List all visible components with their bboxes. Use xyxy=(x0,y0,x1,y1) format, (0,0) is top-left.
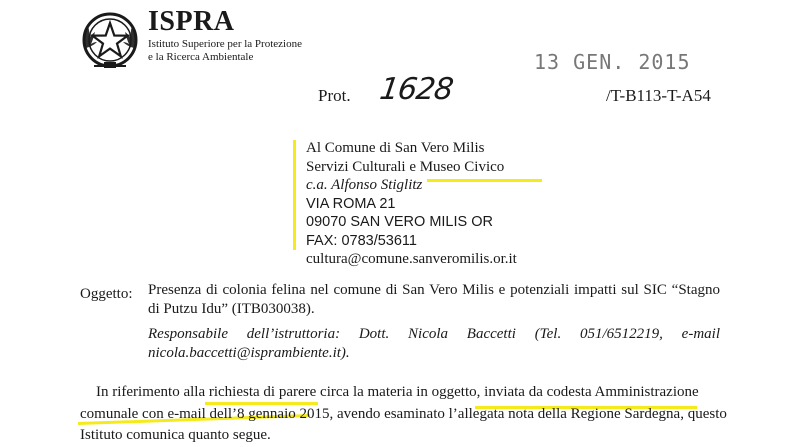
body-paragraph xyxy=(80,382,727,447)
body-line-3: Istituto comunica quanto segue. xyxy=(80,427,271,443)
subject-text: Presenza di colonia felina nel comune di San Vero Milis e potenziali impatti sul SIC “Stagno di Putzu Idu” (ITB030038). xyxy=(148,282,720,317)
recipient-address-block xyxy=(306,139,517,269)
recipient-email: cultura@comune.sanveromilis.or.it xyxy=(306,251,517,267)
body-line-2: comunale con e-mail dell’8 gennaio 2015, avendo esaminato l’allegata nota della Regione Sardegna, questo xyxy=(80,405,727,422)
recipient-city: 09070 SAN VERO MILIS OR xyxy=(306,214,493,230)
recipient-line-2: Servizi Culturali e Museo Civico xyxy=(306,158,505,175)
logo-subtitle-2: e la Ricerca Ambientale xyxy=(148,51,254,63)
republic-emblem-icon xyxy=(80,10,140,72)
body-line-1: In riferimento alla richiesta di parere circa la materia in oggetto, inviata da codesta Amministrazione xyxy=(96,384,699,400)
date-stamp: 13 GEN. 2015 xyxy=(534,50,691,74)
protocol-number-handwritten: 1628 xyxy=(377,72,455,107)
recipient-fax: FAX: 0783/53611 xyxy=(306,232,417,249)
recipient-line-1: Al Comune di San Vero Milis xyxy=(306,140,485,156)
protocol-label: Prot. xyxy=(318,86,351,105)
logo-subtitle-1: Istituto Superiore per la Protezione xyxy=(148,38,302,50)
highlight-vertical-bar xyxy=(293,140,296,250)
responsible-officer-text: Responsabile dell’istruttoria: Dott. Nicola Baccetti (Tel. 051/6512219, e-mail nicola.baccetti@isprambiente.it). xyxy=(148,326,720,361)
logo-title: ISPRA xyxy=(148,6,235,37)
recipient-attention: c.a. Alfonso Stiglitz xyxy=(306,177,423,193)
subject-label: Oggetto: xyxy=(80,286,133,302)
protocol-code: /T-B113-T-A54 xyxy=(606,86,711,105)
recipient-street: VIA ROMA 21 xyxy=(306,195,396,212)
logo-block xyxy=(148,6,302,64)
